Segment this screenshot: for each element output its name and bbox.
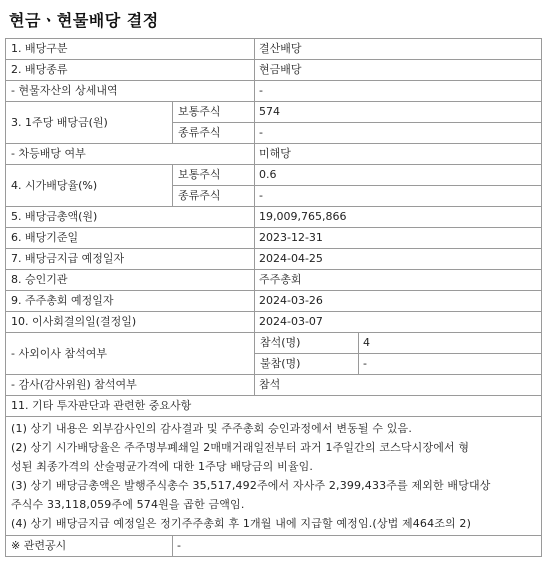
row-value: 2023-12-31 [255, 228, 542, 249]
sub-label: 종류주식 [173, 186, 255, 207]
row-value: 미해당 [255, 144, 542, 165]
row-label: 6. 배당기준일 [6, 228, 255, 249]
row-label: - 차등배당 여부 [6, 144, 255, 165]
row-label: 2. 배당종류 [6, 60, 255, 81]
notes-row [6, 417, 542, 536]
row-value: 0.6 [255, 165, 542, 186]
table-row [6, 60, 542, 81]
sub-label: 불참(명) [255, 354, 359, 375]
table-row [6, 165, 542, 186]
sub-label: 참석(명) [255, 333, 359, 354]
row-label: 8. 승인기관 [6, 270, 255, 291]
page-title: 현금ㆍ현물배당 결정 [9, 11, 159, 30]
row-value: - [255, 81, 542, 102]
note-line: (2) 상기 시가배당율은 주주명부폐쇄일 2매매거래일전부터 과거 1주일간의 코스닥시장에서 형 [11, 441, 470, 454]
row-value: 2024-03-26 [255, 291, 542, 312]
note-line: 주식수 33,118,059주에 574원을 곱한 금액임. [11, 498, 245, 511]
row-label: - 현물자산의 상세내역 [6, 81, 255, 102]
row-value: - [359, 354, 542, 375]
row-value: 2024-03-07 [255, 312, 542, 333]
row-value: 4 [359, 333, 542, 354]
row-value: - [255, 186, 542, 207]
row-label: 11. 기타 투자판단과 관련한 중요사항 [6, 396, 542, 417]
table-row [6, 39, 542, 60]
note-line: (1) 상기 내용은 외부감사인의 감사결과 및 주주총회 승인과정에서 변동될 수 있음. [11, 422, 412, 435]
table-row [6, 536, 542, 557]
table-row [6, 228, 542, 249]
note-line: (3) 상기 배당금총액은 발행주식총수 35,517,492주에서 자사주 2,399,433주를 제외한 배당대상 [11, 479, 491, 492]
dividend-table [5, 38, 542, 557]
table-row [6, 144, 542, 165]
table-row [6, 102, 542, 123]
row-value: 참석 [255, 375, 542, 396]
row-label: 10. 이사회결의일(결정일) [6, 312, 255, 333]
table-row [6, 396, 542, 417]
sub-label: 보통주식 [173, 102, 255, 123]
sub-label: 종류주식 [173, 123, 255, 144]
row-value: 574 [255, 102, 542, 123]
table-row [6, 291, 542, 312]
note-line: 성된 최종가격의 산술평균가격에 대한 1주당 배당금의 비율임. [11, 460, 314, 473]
row-label: 4. 시가배당율(%) [6, 165, 173, 207]
row-value: 2024-04-25 [255, 249, 542, 270]
row-label: 7. 배당금지급 예정일자 [6, 249, 255, 270]
row-value: - [173, 536, 542, 557]
row-label: 9. 주주총회 예정일자 [6, 291, 255, 312]
table-row [6, 312, 542, 333]
row-value: 19,009,765,866 [255, 207, 542, 228]
notes-cell [6, 417, 542, 536]
row-label: - 사외이사 참석여부 [6, 333, 255, 375]
table-row [6, 81, 542, 102]
row-label: 3. 1주당 배당금(원) [6, 102, 173, 144]
row-label: 1. 배당구분 [6, 39, 255, 60]
row-label: ※ 관련공시 [6, 536, 173, 557]
row-label: - 감사(감사위원) 참석여부 [6, 375, 255, 396]
row-value: - [255, 123, 542, 144]
table-row [6, 375, 542, 396]
sub-label: 보통주식 [173, 165, 255, 186]
table-row [6, 333, 542, 354]
table-row [6, 249, 542, 270]
row-label: 5. 배당금총액(원) [6, 207, 255, 228]
row-value: 현금배당 [255, 60, 542, 81]
table-row [6, 207, 542, 228]
row-value: 주주총회 [255, 270, 542, 291]
row-value: 결산배당 [255, 39, 542, 60]
table-row [6, 270, 542, 291]
note-line: (4) 상기 배당금지급 예정일은 정기주주총회 후 1개월 내에 지급할 예정임.(상법 제464조의 2) [11, 517, 472, 530]
